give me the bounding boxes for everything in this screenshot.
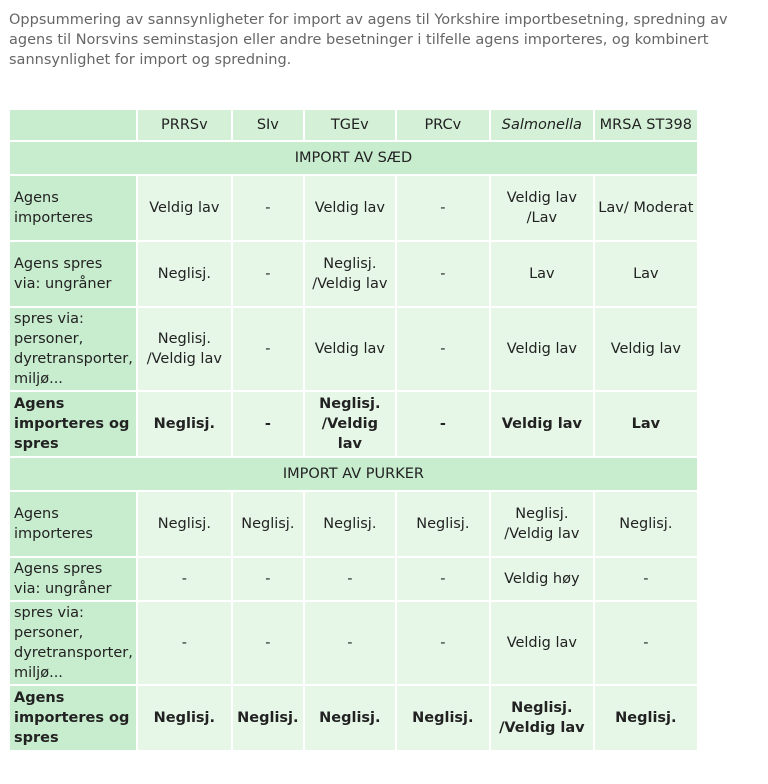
table-cell: Neglisj. xyxy=(594,685,698,751)
col-header-siv: SIv xyxy=(232,109,304,141)
risk-table xyxy=(8,108,699,752)
table-cell: Neglisj. xyxy=(304,685,396,751)
corner-cell xyxy=(9,109,137,141)
table-row xyxy=(9,557,698,601)
row-label: Agens spres via: ungråner xyxy=(9,557,137,601)
table-cell: - xyxy=(594,557,698,601)
table-cell: Neglisj. xyxy=(396,491,490,557)
table-row xyxy=(9,241,698,307)
table-cell: Lav xyxy=(490,241,594,307)
row-label: Agens spres via: ungråner xyxy=(9,241,137,307)
col-header-salmonella: Salmonella xyxy=(490,109,594,141)
table-cell: - xyxy=(396,175,490,241)
section-row xyxy=(9,457,698,491)
row-label: Agens importeres og spres xyxy=(9,685,137,751)
table-cell: - xyxy=(232,557,304,601)
table-cell: - xyxy=(396,601,490,685)
table-cell: Neglisj. /Veldig lav xyxy=(304,391,396,457)
section-row xyxy=(9,141,698,175)
col-header-tgev: TGEv xyxy=(304,109,396,141)
table-cell: Veldig lav xyxy=(490,307,594,391)
table-cell: Lav xyxy=(594,241,698,307)
header-row xyxy=(9,109,698,141)
table-row xyxy=(9,307,698,391)
table-cell: Veldig lav xyxy=(304,175,396,241)
table-cell: - xyxy=(232,241,304,307)
table-row xyxy=(9,175,698,241)
table-cell: - xyxy=(396,557,490,601)
table-caption: Oppsummering av sannsynligheter for import av agens til Yorkshire importbesetning, spredning av agens til Norsvins seminstasjon eller andre besetninger i tilfelle agens importeres, og kombinert sannsynlighet for import og spredning. xyxy=(9,12,728,68)
table-cell: - xyxy=(304,557,396,601)
table-cell: Neglisj. xyxy=(594,491,698,557)
table-cell: Veldig lav /Lav xyxy=(490,175,594,241)
table-cell: Neglisj. /Veldig lav xyxy=(490,685,594,751)
col-header-prcv: PRCv xyxy=(396,109,490,141)
table-cell: - xyxy=(304,601,396,685)
table-cell: Neglisj. /Veldig lav xyxy=(137,307,232,391)
table-cell: Veldig lav xyxy=(490,391,594,457)
col-header-prrsv: PRRSv xyxy=(137,109,232,141)
table-cell: - xyxy=(396,307,490,391)
table-cell: Lav xyxy=(594,391,698,457)
table-cell: Neglisj. xyxy=(137,491,232,557)
table-cell: - xyxy=(137,601,232,685)
table-cell: Veldig lav xyxy=(137,175,232,241)
row-label: Agens importeres xyxy=(9,175,137,241)
table-cell: - xyxy=(396,241,490,307)
section-title: IMPORT AV SÆD xyxy=(9,141,698,175)
table-row xyxy=(9,391,698,457)
table-row xyxy=(9,601,698,685)
table-cell: - xyxy=(396,391,490,457)
table-cell: Veldig høy xyxy=(490,557,594,601)
table-cell: Neglisj. /Veldig lav xyxy=(490,491,594,557)
table-cell: Neglisj. xyxy=(232,491,304,557)
row-label: Agens importeres xyxy=(9,491,137,557)
table-cell: Neglisj. xyxy=(137,391,232,457)
table-cell: - xyxy=(232,175,304,241)
table-cell: - xyxy=(137,557,232,601)
table-cell: Neglisj. xyxy=(137,241,232,307)
table-cell: Veldig lav xyxy=(594,307,698,391)
col-header-mrsa: MRSA ST398 xyxy=(594,109,698,141)
table-cell: Neglisj. /Veldig lav xyxy=(304,241,396,307)
row-label: Agens importeres og spres xyxy=(9,391,137,457)
table-cell: Neglisj. xyxy=(304,491,396,557)
table-cell: Veldig lav xyxy=(304,307,396,391)
row-label: spres via: personer, dyretransporter, miljø... xyxy=(9,307,137,391)
table-cell: - xyxy=(232,307,304,391)
table-cell: - xyxy=(232,391,304,457)
table-cell: - xyxy=(594,601,698,685)
table-row xyxy=(9,685,698,751)
section-title: IMPORT AV PURKER xyxy=(9,457,698,491)
table-cell: Neglisj. xyxy=(396,685,490,751)
table-row xyxy=(9,491,698,557)
table-cell: Lav/ Moderat xyxy=(594,175,698,241)
table-cell: Neglisj. xyxy=(232,685,304,751)
table-cell: Veldig lav xyxy=(490,601,594,685)
row-label: spres via: personer, dyretransporter, miljø... xyxy=(9,601,137,685)
table-cell: - xyxy=(232,601,304,685)
table-cell: Neglisj. xyxy=(137,685,232,751)
